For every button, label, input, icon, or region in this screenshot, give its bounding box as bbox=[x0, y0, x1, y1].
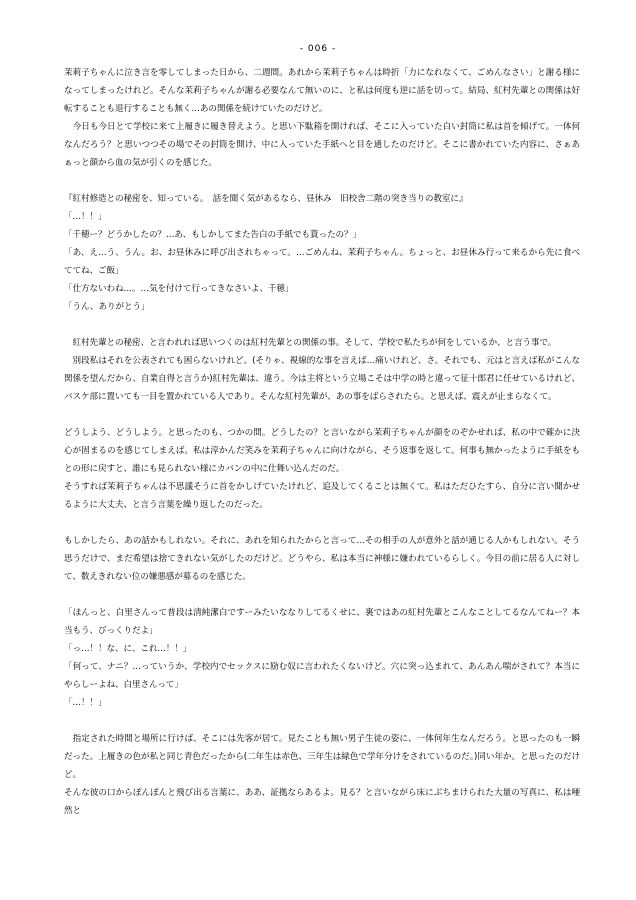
paragraph-gap bbox=[64, 316, 580, 334]
dialogue-line: 「…！！」 bbox=[64, 698, 107, 708]
dialogue-line: 「何って、ナニ？…っていうか、学校内でセックスに励む奴に言われたくないけど。穴に突っ込まれて、あんあん喘がされて？本当にやらしーよね、白里さんって」 bbox=[64, 662, 580, 690]
paragraph: 今日も今日とて学校に来て上履きに履き替えよう。と思い下駄箱を開ければ、そこに入っていた白い封筒に私は首を傾げて。一体何なんだろう？と思いつつその場でその封筒を開け、中に入っていた手紙へと目を通したのだけど。そこに書かれていた内容に、さぁあぁっと顔から血の気が引くのを感じた。 bbox=[64, 122, 580, 168]
paragraph: そうすれば茉莉子ちゃんは不思議そうに首をかしげていたけれど、追及してくることは無くて。私はただひたすら、自分に言い聞かせるように大丈夫、と言う言葉を繰り返したのだった。 bbox=[64, 482, 580, 510]
dialogue-line: 『紅村修造との秘密を、知っている。 話を聞く気があるなら、昼休み 旧校舎二階の突き当りの教室に』 bbox=[64, 194, 468, 204]
dialogue-line: 「あ、え…う、うん。お、お昼休みに呼び出されちゃって。…ごめんね、茉莉子ちゃん。ちょっと、お昼休み行って来るから先に食べててね、ご飯」 bbox=[64, 248, 580, 276]
paragraph: 指定された時間と場所に行けば、そこには先客が居て。見たことも無い男子生徒の姿に、一体何年生なんだろう。と思ったのも一瞬だった。上履きの色が私と同じ青色だったから(二年生は赤色、三年生は緑色で学年分けをされているのだ。)同い年か。と思ったのだけど。 bbox=[64, 734, 580, 780]
dialogue-line: 「…！！」 bbox=[64, 212, 107, 222]
paragraph: そんな彼の口からぽんぽんと飛び出る言葉に、ああ、証拠ならあるよ。見る？と言いながら床にぶちまけられた大量の写真に、私は唖然と bbox=[64, 788, 580, 816]
paragraph: 紅村先輩との秘密、と言われれば思いつくのは紅村先輩との関係の事。そして、学校で私たちが何をしているか、と言う事で。 bbox=[64, 338, 557, 348]
paragraph: 茉莉子ちゃんに泣き言を零してしまった日から、二週間。あれから茉莉子ちゃんは時折「力になれなくて、ごめんなさい」と謝る様になってしまったけれど。そんな茉莉子ちゃんが謝る必要なんて無いのに、と私は何度も逆に話を切って。結局、紅村先輩との関係は好転することも退行することも無く…あの関係を続けていたのだけど。 bbox=[64, 68, 580, 114]
paragraph: 別段私はそれを公表されても困らないけれど。(そりゃ、視線的な事を言えば…痛いけれど、さ。それでも、元はと言えば私がこんな関係を望んだから、自業自得と言うか)紅村先輩は、違う。今は主将という立場こそは中学の時と違って征十郎君に任せているけれど、バスケ部に置いても一目を置かれている人であり。そんな紅村先輩が、あの事をばらされたら。と思えば、震えが止まらなくて。 bbox=[64, 356, 580, 402]
dialogue-line: 「ほんっと、白里さんって普段は清純潔白ですーみたいななりしてるくせに、裏ではあの紅村先輩とこんなことしてるなんてねー？本当もう、びっくりだよ」 bbox=[64, 608, 580, 636]
paragraph-gap bbox=[64, 406, 580, 424]
page-number: - 006 - bbox=[299, 44, 337, 54]
paragraph-gap bbox=[64, 514, 580, 532]
paragraph-gap bbox=[64, 712, 580, 730]
dialogue-line: 「うん、ありがとう」 bbox=[64, 302, 150, 312]
paragraph: どうしよう、どうしよう。と思ったのも、つかの間。どうしたの？と言いながら茉莉子ちゃんが顔をのぞかせれば、私の中で確かに決心が固まるのを感じてしまえば。私は淳かんだ笑みを茉莉子ちゃんに向けながら、そう返事を返して。何事も無かったように手紙をもとの形に戻すと、誰にも見られない様にカバンの中に仕舞い込んだのだ。 bbox=[64, 428, 580, 474]
paragraph-gap bbox=[64, 172, 580, 190]
document-body bbox=[64, 64, 580, 820]
dialogue-line: 「仕方ないわね…。…気を付けて行ってきなさいよ、千穂」 bbox=[64, 284, 294, 294]
paragraph: もしかしたら、あの話かもしれない。それに、あれを知られたからと言って…その相手の人が意外と話が通じる人かもしれない。そう思うだけで、まだ希望は捨てきれない気がしたのだけど。どうやら、私は本当に神様に嫌われているらしく。今目の前に居る人に対して、数えきれない位の嫌悪感が募るのを感じた。 bbox=[64, 536, 580, 582]
dialogue-line: 「千穂ー？どうかしたの？…あ、もしかしてまた告白の手紙でも貰ったの？」 bbox=[64, 230, 361, 240]
paragraph-gap bbox=[64, 586, 580, 604]
dialogue-line: 「っ…！！な、に、これ…！！」 bbox=[64, 644, 192, 654]
